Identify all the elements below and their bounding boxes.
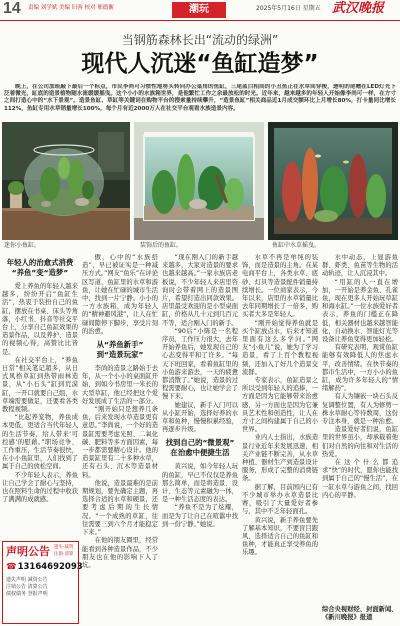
- photo-caption: 迷你小鱼缸。: [4, 242, 41, 249]
- article-paragraph: 在他的朋友圈里，经常能看到各种造景作品，不少朋友也在他的影响下入了坑。: [82, 537, 158, 569]
- phone-icon: ☎: [6, 562, 17, 572]
- ad-line: 注销公告 清算公告: [6, 584, 48, 590]
- article-paragraph: 水草不再是单纯的装饰，而是造景的主角。在某电商平台上，各类水草、底砂、灯具等造景配件销量持续增长。一位商家表示，今年以来，店里的水草销量比去年同期增长了一倍多，购买者大多是年轻人。: [242, 254, 318, 319]
- article-paragraph: 有研究表明，观赏鱼缸能够有效降低人的焦虑水平，改善情绪。在快节奏的都市生活中，一方小小的鱼缸，成为许多年轻人的“情绪解药”。: [322, 344, 398, 393]
- photo-caption: 鱼缸中水草摇曳。: [272, 242, 321, 249]
- ad-line: 债权债务 登报声明: [6, 591, 48, 597]
- article-paragraph: “90后”小陈是一名程序员，工作压力很大，去年开始养鱼后，她发现自己的心态变得平和了许多。“每天下班回家，看着鱼缸里的小鱼游来游去，一天的疲惫都消散了。”她说，造景的过程需要耐心，也让她学会了慢下来。: [162, 327, 238, 401]
- ad-phone-number: 13164692093: [17, 562, 83, 572]
- ad-tag: 注销·清算: [54, 552, 74, 557]
- article-column-1: [2, 254, 78, 538]
- ad-lines: [6, 577, 76, 598]
- article-column-4: [242, 254, 318, 624]
- article-paragraph: 在社交平台上，“养鱼日常”相关笔记超多，从日式风格草缸到热带雨林造景，从“小石头”缸到荒漠缸，一开口就要自己组，水草端需要做足，还要看各类教程视频。: [2, 356, 78, 414]
- article-paragraph: 傲，心中的“水族搭造”，早已被证实是一种减压方式。”网友“鱼乐”在评论区写道，鱼缸里的水草和游鱼，让她在忙碌的城市生活中，找到一片宁静。小小的一方水族箱，成为年轻人的“精神避风港”，让人在忙碌间隙停下脚步，享受片刻的治愈。: [82, 254, 158, 335]
- article-paragraph: “用缸的人一直在增加，一开始是养金鱼、孔雀鱼，现在更多人开始玩草缸和海水缸。”一位水族爱好者表示，养鱼的门槛正在降低，相关器材也越来越智能化，自动换水、智能灯光等设备让养鱼变得更加轻松。: [322, 278, 398, 344]
- article-subtitle: 当钢筋森林长出“流动的绿洲”: [121, 33, 279, 47]
- issue-date: 2025年5月16日 星期五: [256, 5, 321, 12]
- article-paragraph: 在这个什么都追求“快”的时代，愿你也能找到属于自己的“慢生活”，在一缸水草与游鱼之间，找回内心的平静。: [322, 459, 398, 499]
- article-column-2: [82, 254, 158, 624]
- article-paragraph: 黄兴说，新手养鱼要先了解基本知识，不要盲目跟风，选择适合自己的鱼缸和鱼种，才能真正享受养鱼的乐趣。: [242, 516, 318, 557]
- article-paragraph: 造景爱好者们说，鱼缸里的世界虽小，却承载着他们对自然的向往和对生活的热爱。: [322, 426, 398, 458]
- article-paragraph: “比起养宠物，养鱼成本更低，更适合当代年轻人的生活节奏，给人带来‘可控感’的慰藉。”职场竞争、工作重压，生活节奏很快，在小小鱼缸里，人们找到了属于自己的放松空间。: [2, 414, 78, 471]
- article-paragraph: 水中动态，上显游鱼群、虾类、鱼苗等生物的活动轨迹，让人沉浸其中。: [322, 254, 398, 278]
- article-paragraph: 爱上养鱼的年轻人越来越多，纷纷开启“鱼缸生活”，热衷于装扮自己的鱼缸，摆放在书桌、床头等角落，小红书、抖音等社交平台上，分享自己鱼缸效果的造景作品，以及养护、造景的视频心得，高赞比比皆是。: [2, 283, 78, 356]
- section-heading: [82, 340, 158, 360]
- column-text: [322, 254, 398, 610]
- article-paragraph: “养鱼不是为了炫耀，而是为了让自己在喧嚣中找到一份宁静。”她说。: [162, 504, 238, 528]
- planted-tank-photo: [268, 122, 398, 240]
- article-paragraph: 他说，造景最难的是前期规划，要先确定主题，再选择合适的水草和硬景，还要考虑后期的生长情况。“一个成熟的草缸，往往需要三到六个月才能稳定下来。”: [82, 479, 158, 537]
- ad-tag: 遗失·减资: [54, 545, 74, 550]
- article-column-5: [322, 254, 398, 624]
- editor-credits: 责编 刘学斌 美编 旧蓉 校对 邢德衡: [28, 5, 114, 11]
- ad-phone: [6, 562, 83, 573]
- article-title: 现代人沉迷“鱼缸造梦”: [81, 51, 319, 77]
- header-rule: [0, 20, 400, 21]
- section-heading-line: 找到自己的“微景观”: [165, 438, 235, 448]
- classified-ad: [2, 541, 83, 624]
- article-lead: 晚上，在公司加班敲下最后一个标点，市民李尚可习惯性地将头转向办公桌角的鱼缸，三尾蓝白相间的小丑鱼正在水草间穿梭，透明的尾鳍在LED灯光下泛着微光，缸底的造景植物随水流缓缓摇曳。这个小小的水族箱世界，是他繁忙工作之余最放松的时光。近年来，越来越多的年轻人开始像李尚可一样，在方寸之间打造心中的“水下景观”。造景鱼缸、草缸等关键词在购物平台的搜索量持续攀升，“造景鱼缸”相关商品近1月成交额环比上月增长80%，打卡量同比增长112%，鱼缸专用水草销量增长100%，每个月有近2000万人在社交平台观看水族造景内容。: [4, 84, 396, 112]
- ad-line: 遗失声明 减资公告: [6, 577, 48, 583]
- section-heading-line: 到“造景玩家”: [96, 350, 144, 360]
- section-heading-line: 在治愈中便捷生活: [170, 448, 230, 458]
- aquarium-bowl-photo: [2, 122, 130, 240]
- section-heading-line: “养鱼”变“造梦”: [11, 268, 69, 277]
- newspaper-masthead: 武汉晚报: [332, 1, 385, 16]
- ad-title: 声明公告: [6, 545, 50, 558]
- article-paragraph: 她建议，新手入门可以从小缸开始，选择好养的水草和鱼种，慢慢积累经验，再逐步升级。: [162, 401, 238, 434]
- article-paragraph: “刚开始只是想养几条鱼，后来发现水草造景更有意思。”李尚说，一个好的造景缸需要考虑光照、二氧化碳、肥料等多方面因素，每一步都需要精心设计。他的造景缸里有二十多种水草，还有石头、沉木等造景材料。: [82, 406, 158, 479]
- photo-caption: 装饰后的鱼缸。: [140, 242, 183, 249]
- article-column-3: [162, 254, 238, 624]
- article-paragraph: “现在刚入门的新手越来越多，大家对造景的要求也越来越高。”一家水族店老板说，不少年轻人来店里咨询时会带着网上的造景图片，希望打造出同款效果。店里最受欢迎的是小型桌面缸，价格从几十元到几百元不等，适合刚入门的新手。: [162, 254, 238, 327]
- section-heading-line: 年轻人的治愈式消费: [6, 258, 74, 267]
- article-paragraph: 据了解，目前国内已有不少城市举办水草造景比赛，吸引了大量爱好者参与，其中不乏年轻面孔。: [242, 483, 318, 516]
- article-paragraph: 业内人士指出，水族造景行业近年来发展迅速，相关产业链不断完善，从水草种植、器材生产到造景设计服务，形成了完整的消费链条。: [242, 434, 318, 483]
- page-number: 14: [3, 0, 21, 17]
- article-paragraph: 有人为镶嵌一块石头反复调整位置，有人为修剪一株水草耐心等待数周，这份专注本身，就是一种治愈。: [322, 393, 398, 426]
- article-paragraph: 李尚的造景之路始于去年，从一个小小的桌面缸开始，到如今书房里一米长的大型草缸，他已经把这个爱好发展成了生活的一部分。: [82, 365, 158, 405]
- article-paragraph: 不少年轻人表示，养鱼让自己学会了耐心与坚持，也在照料生命的过程中收获了满满的成就感。: [2, 471, 78, 504]
- section-heading: [162, 438, 238, 458]
- article-byline: 综合央视财经、封面新闻、《新川晚报》报道: [322, 605, 398, 621]
- decorated-tank-photo: [134, 122, 264, 240]
- section-badge: 潮玩: [172, 2, 226, 18]
- section-heading-line: 从“养鱼新手”: [96, 340, 144, 350]
- article-paragraph: 专家表示，鱼缸造景之所以受到年轻人的追捧，一方面是因为它能够带来治愈感，另一方面也是因为它兼具艺术性和创造性，让人在方寸之间构建属于自己的小世界。: [242, 377, 318, 434]
- article-paragraph: “刚开始觉得养鱼就是买个缸放点水，后来才知道里面有这么多学问。”网友“小鱼儿”说，她为了学习造景，看了上百个教程视频，还加入了好几个造景交流群。: [242, 319, 318, 376]
- article-paragraph: 黄兴说，如今年轻人玩的鱼缸，早已不仅仅是养鱼那么简单，而是将造景、设计、生态等元素融为一体，是一种生活态度的表达。: [162, 463, 238, 504]
- section-heading: [2, 258, 78, 278]
